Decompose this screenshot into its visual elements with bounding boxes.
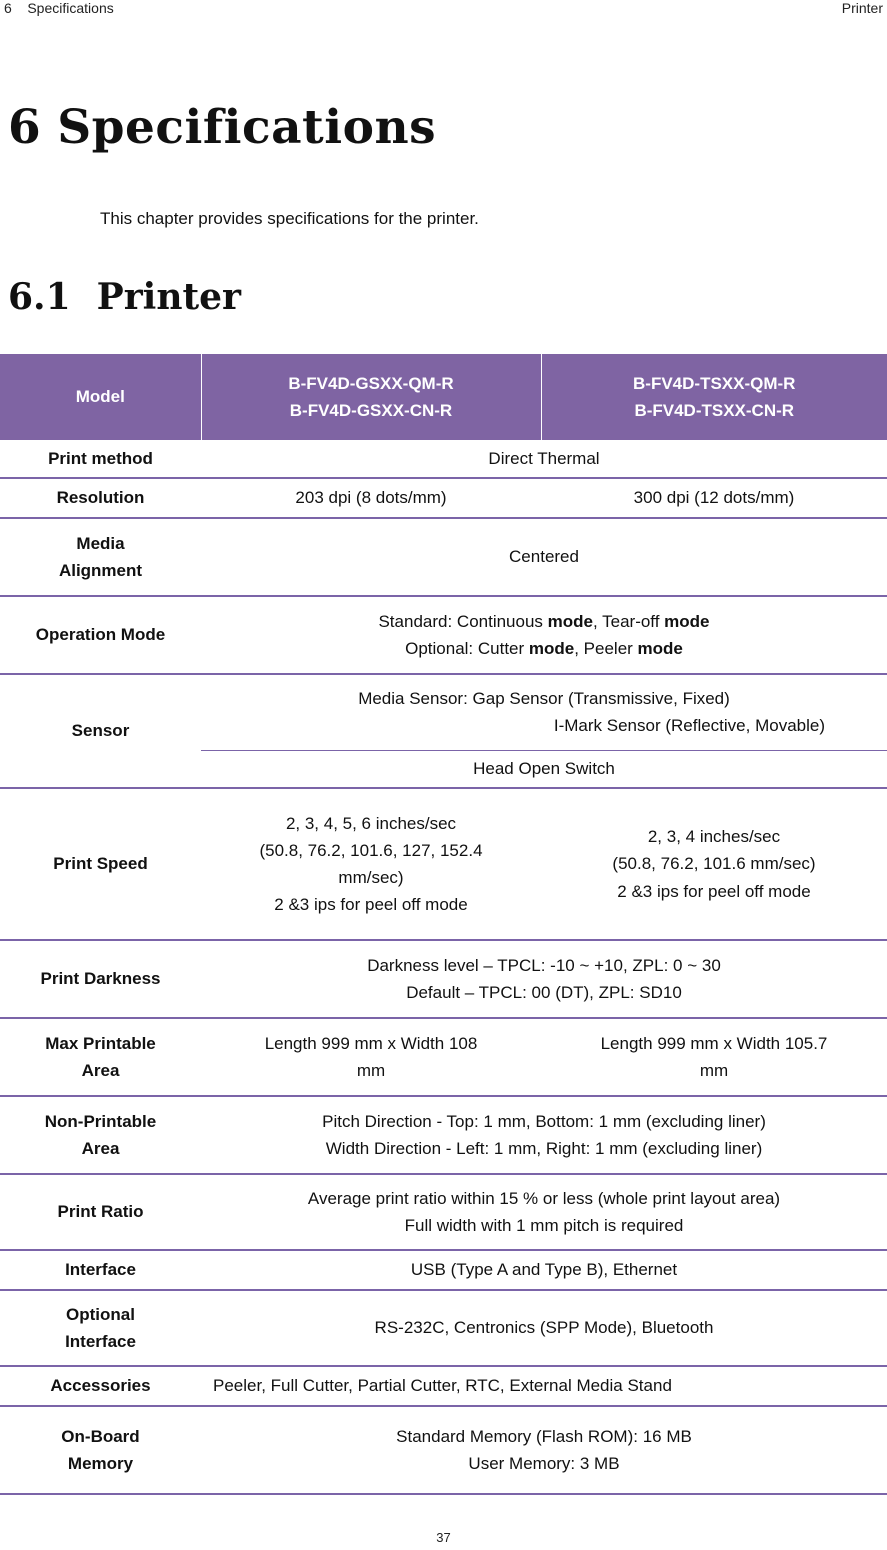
area-line: Length 999 mm x Width 108 — [264, 1033, 478, 1053]
resolution-label: Resolution — [0, 478, 201, 518]
memory-line: User Memory: 3 MB — [468, 1454, 620, 1473]
interface-value: USB (Type A and Type B), Ethernet — [201, 1250, 887, 1290]
label-line: Area — [81, 1139, 120, 1158]
text-run-bold: mode — [528, 639, 575, 658]
label-line: Max Printable — [45, 1033, 156, 1053]
table-row — [0, 1406, 887, 1494]
darkness-line: Darkness level – TPCL: -10 ~ +10, ZPL: 0 ~ 30 — [367, 955, 721, 975]
optional-interface-label — [0, 1290, 201, 1366]
area-line: Length 999 mm x Width 105.7 — [600, 1033, 828, 1053]
header-chapter: 6 Specifications — [4, 0, 114, 16]
label-line: On-Board — [61, 1426, 140, 1446]
operation-mode-value — [201, 596, 887, 674]
chapter-intro: This chapter provides specifications for the printer. — [100, 209, 479, 228]
media-alignment-value: Centered — [201, 518, 887, 596]
model-1-line-1: B-FV4D-GSXX-QM-R — [288, 373, 454, 393]
print-speed-label: Print Speed — [0, 788, 201, 940]
operation-mode-label: Operation Mode — [0, 596, 201, 674]
label-line: Interface — [65, 1332, 136, 1351]
darkness-line: Default – TPCL: 00 (DT), ZPL: SD10 — [406, 983, 682, 1002]
max-printable-area-label — [0, 1018, 201, 1096]
table-row — [0, 518, 887, 596]
label-line: Alignment — [58, 561, 143, 580]
print-darkness-value — [201, 940, 887, 1018]
on-board-memory-value — [201, 1406, 887, 1494]
head-open-switch: Head Open Switch — [201, 750, 887, 788]
interface-label: Interface — [0, 1250, 201, 1290]
running-header — [0, 0, 887, 20]
area-line: Pitch Direction - Top: 1 mm, Bottom: 1 mm (excluding liner) — [322, 1111, 766, 1131]
specifications-table — [0, 354, 887, 1495]
table-header-row — [0, 354, 887, 440]
speed-line: (50.8, 76.2, 101.6 mm/sec) — [612, 854, 816, 874]
operation-mode-optional — [203, 635, 885, 662]
header-section: Printer — [841, 0, 883, 16]
ratio-line: Full width with 1 mm pitch is required — [404, 1216, 684, 1235]
max-printable-area-value-1 — [201, 1018, 541, 1096]
print-ratio-value — [201, 1174, 887, 1250]
speed-line: (50.8, 76.2, 101.6, 127, 152.4 — [259, 840, 483, 860]
print-speed-value-2 — [541, 788, 887, 940]
speed-line: mm/sec) — [338, 868, 404, 887]
text-run: , Tear-off — [592, 611, 665, 631]
area-line: Width Direction - Left: 1 mm, Right: 1 mm (excluding liner) — [325, 1139, 763, 1158]
table-row — [0, 1096, 887, 1174]
text-run-bold: mode — [637, 639, 683, 658]
table-row — [0, 788, 887, 940]
model-header: Model — [0, 354, 201, 440]
sensor-line-2: I-Mark Sensor (Reflective, Movable) — [553, 716, 825, 736]
table-row — [0, 1250, 887, 1290]
speed-line: 2, 3, 4 inches/sec — [647, 827, 781, 847]
table-row — [0, 478, 887, 518]
accessories-value: Peeler, Full Cutter, Partial Cutter, RTC, External Media Stand — [201, 1366, 887, 1406]
chapter-title — [8, 100, 436, 155]
table-row — [0, 940, 887, 1018]
on-board-memory-label — [0, 1406, 201, 1494]
print-ratio-label: Print Ratio — [0, 1174, 201, 1250]
text-run: Standard: Continuous — [378, 611, 548, 631]
label-line: Optional — [66, 1304, 135, 1324]
chapter-number: 6 — [8, 100, 42, 155]
non-printable-area-label — [0, 1096, 201, 1174]
section-number: 6.1 — [8, 276, 71, 318]
label-line: Non-Printable — [44, 1111, 157, 1131]
print-method-value: Direct Thermal — [201, 440, 887, 478]
text-run: , Peeler — [574, 639, 638, 658]
model-2-line-1: B-FV4D-TSXX-QM-R — [633, 373, 796, 393]
area-line: mm — [699, 1061, 729, 1080]
print-speed-value-1 — [201, 788, 541, 940]
table-row — [0, 1290, 887, 1366]
table-row — [0, 1174, 887, 1250]
media-alignment-label — [0, 518, 201, 596]
table-row — [0, 596, 887, 674]
print-darkness-label: Print Darkness — [0, 940, 201, 1018]
non-printable-area-value — [201, 1096, 887, 1174]
text-run-bold: mode — [547, 611, 593, 631]
accessories-label: Accessories — [0, 1366, 201, 1406]
optional-interface-value: RS-232C, Centronics (SPP Mode), Bluetooth — [201, 1290, 887, 1366]
page-number: 37 — [436, 1530, 451, 1545]
section-title-text: Printer — [96, 276, 242, 318]
text-run-bold: mode — [664, 611, 710, 631]
model-2-line-2: B-FV4D-TSXX-CN-R — [634, 401, 795, 420]
memory-line: Standard Memory (Flash ROM): 16 MB — [396, 1426, 692, 1446]
table-row — [0, 674, 887, 750]
label-line: Area — [81, 1061, 120, 1080]
sensor-label: Sensor — [0, 674, 201, 788]
resolution-value-2: 300 dpi (12 dots/mm) — [541, 478, 887, 518]
table-row — [0, 440, 887, 478]
table-row — [0, 1018, 887, 1096]
resolution-value-1: 203 dpi (8 dots/mm) — [201, 478, 541, 518]
text-run: Optional: Cutter — [405, 639, 529, 658]
sensor-line-1: Media Sensor: Gap Sensor (Transmissive, Fixed) — [358, 689, 730, 709]
speed-line: 2, 3, 4, 5, 6 inches/sec — [285, 813, 457, 833]
max-printable-area-value-2 — [541, 1018, 887, 1096]
label-line: Memory — [67, 1454, 134, 1473]
area-line: mm — [356, 1061, 386, 1080]
speed-line: 2 &3 ips for peel off mode — [274, 895, 468, 915]
sensor-value — [201, 674, 887, 750]
operation-mode-standard — [203, 608, 885, 635]
table-row — [0, 1366, 887, 1406]
ratio-line: Average print ratio within 15 % or less (whole print layout area) — [307, 1188, 781, 1208]
label-line: Media — [76, 533, 125, 553]
speed-line: 2 &3 ips for peel off mode — [617, 881, 811, 901]
model-column-1 — [201, 354, 541, 440]
model-column-2 — [541, 354, 887, 440]
model-1-line-2: B-FV4D-GSXX-CN-R — [289, 401, 453, 420]
print-method-label: Print method — [0, 440, 201, 478]
section-title — [8, 276, 241, 318]
chapter-title-text: Specifications — [57, 100, 437, 155]
